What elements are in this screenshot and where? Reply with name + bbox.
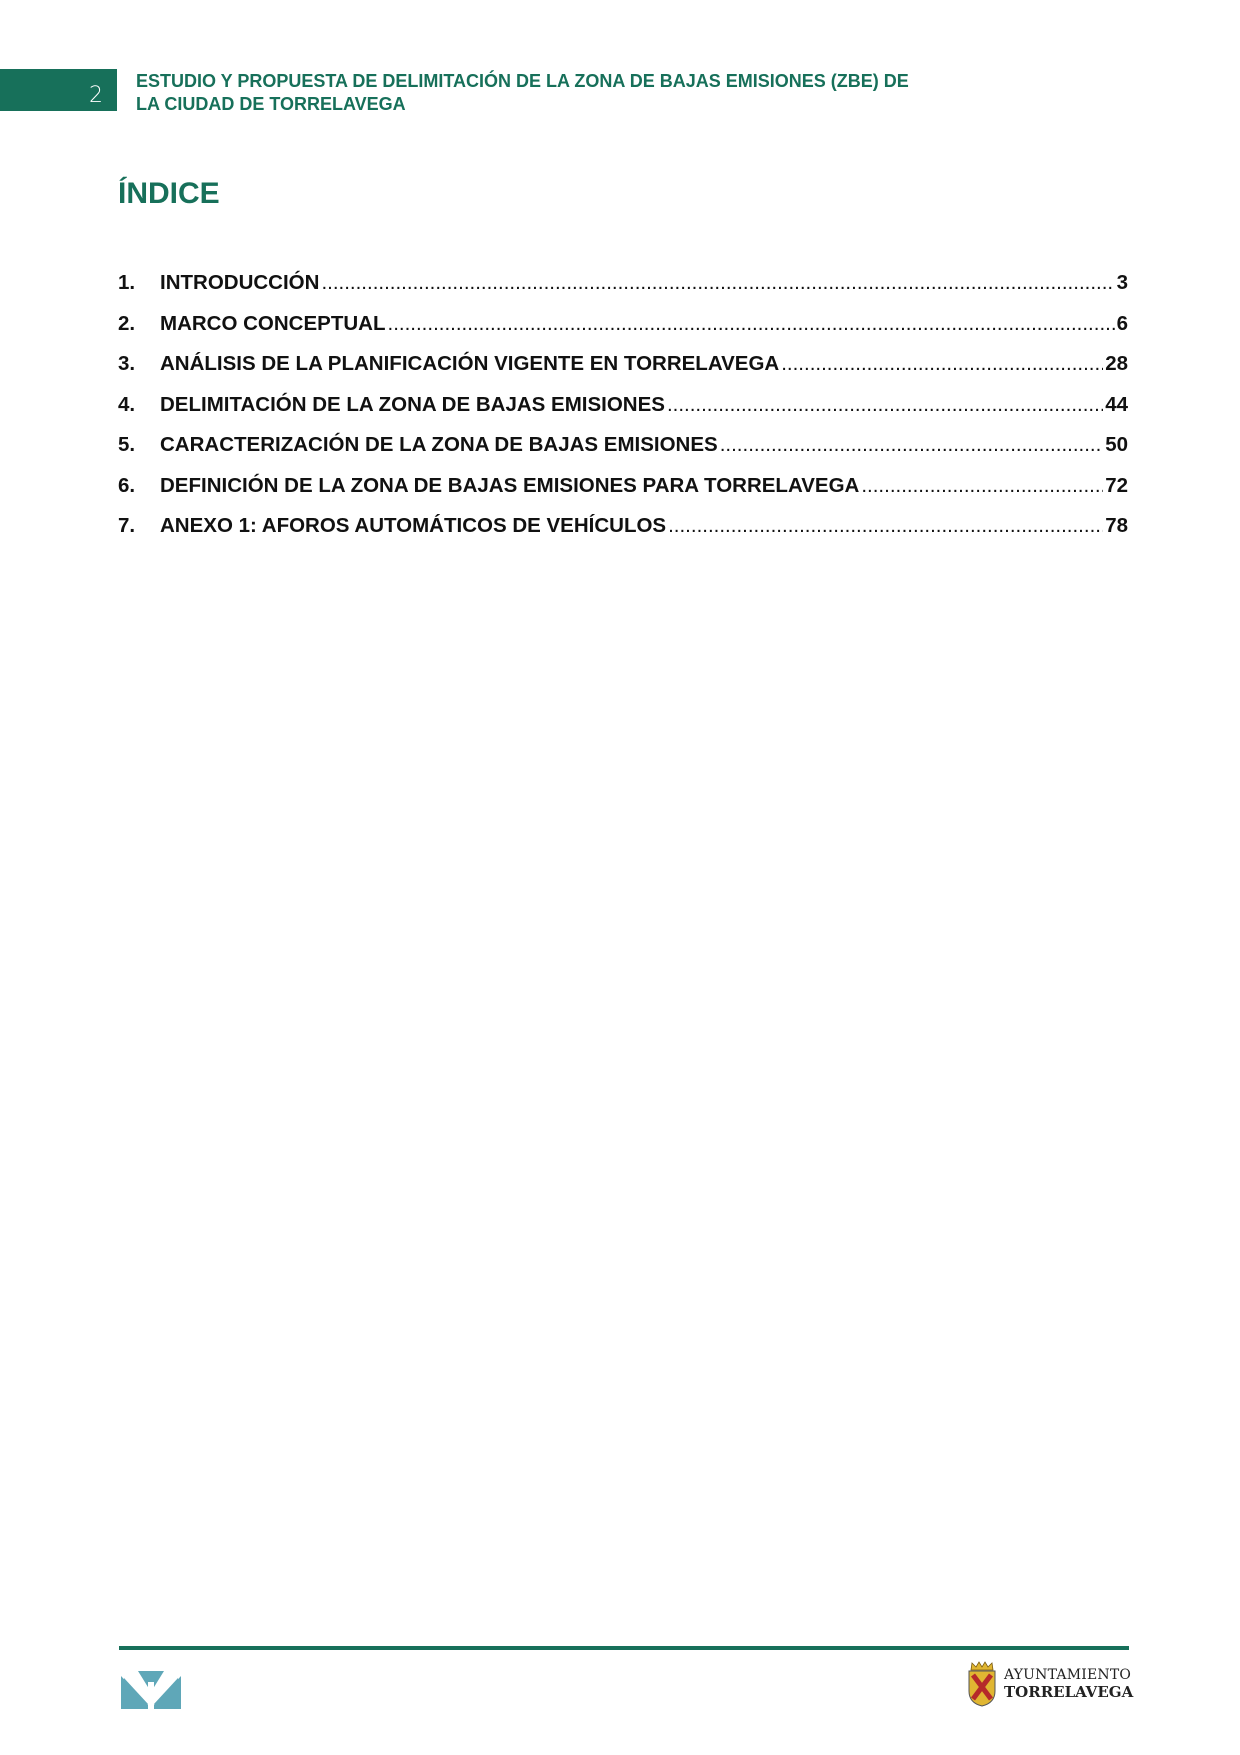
toc-item[interactable] — [118, 393, 1128, 434]
toc-number: 2. — [118, 311, 136, 335]
toc-title: MARCO CONCEPTUAL — [160, 311, 386, 335]
ayuntamiento-label: AYUNTAMIENTO — [1004, 1667, 1132, 1683]
toc-number: 5. — [118, 433, 136, 456]
ayuntamiento-logo — [966, 1660, 1134, 1708]
toc-item[interactable] — [118, 312, 1128, 353]
toc-item[interactable] — [118, 433, 1128, 474]
toc-leader — [781, 352, 1103, 376]
torrelavega-label: TORRELAVEGA — [1004, 1683, 1134, 1701]
toc-number: 1. — [118, 271, 136, 294]
toc-page: 44 — [1105, 392, 1128, 416]
toc-number: 6. — [118, 473, 136, 497]
toc-title: ANEXO 1: AFOROS AUTOMÁTICOS DE VEHÍCULOS — [160, 514, 667, 537]
toc-title: ANÁLISIS DE LA PLANIFICACIÓN VIGENTE EN TORRELAVEGA — [160, 352, 780, 375]
toc-number: 3. — [118, 352, 136, 375]
toc-item[interactable] — [118, 352, 1128, 393]
toc-title: DELIMITACIÓN DE LA ZONA DE BAJAS EMISIONES — [160, 392, 665, 416]
page-number-tab — [0, 69, 117, 111]
toc-leader — [388, 312, 1115, 336]
toc-leader — [668, 514, 1103, 538]
toc-title: INTRODUCCIÓN — [160, 271, 320, 294]
toc-leader — [321, 271, 1114, 295]
page-number: 2 — [89, 83, 103, 108]
toc-page: 6 — [1116, 311, 1128, 335]
toc-number: 7. — [118, 514, 136, 537]
toc-item[interactable] — [118, 271, 1128, 312]
toc-page: 78 — [1105, 514, 1128, 537]
toc-page: 28 — [1105, 352, 1128, 375]
toc-item[interactable] — [118, 474, 1128, 515]
toc-page: 50 — [1105, 433, 1128, 456]
toc-title: CARACTERIZACIÓN DE LA ZONA DE BAJAS EMISIONES — [160, 433, 718, 456]
toc-item[interactable] — [118, 514, 1128, 555]
toc-number: 4. — [118, 392, 136, 416]
toc-page: 3 — [1116, 271, 1128, 294]
table-of-contents — [118, 271, 1128, 555]
footer-divider — [119, 1646, 1129, 1650]
index-heading: ÍNDICE — [118, 177, 220, 210]
toc-leader — [667, 393, 1103, 417]
coat-of-arms-icon — [966, 1661, 998, 1707]
m-logo-icon — [120, 1668, 182, 1712]
toc-title: DEFINICIÓN DE LA ZONA DE BAJAS EMISIONES PARA TORRELAVEGA — [160, 473, 860, 497]
toc-leader — [720, 433, 1103, 457]
toc-page: 72 — [1105, 473, 1128, 497]
toc-leader — [861, 474, 1103, 498]
document-title: ESTUDIO Y PROPUESTA DE DELIMITACIÓN DE LA ZONA DE BAJAS EMISIONES (ZBE) DE LA CIUDAD DE TORRELAVEGA — [136, 71, 909, 114]
